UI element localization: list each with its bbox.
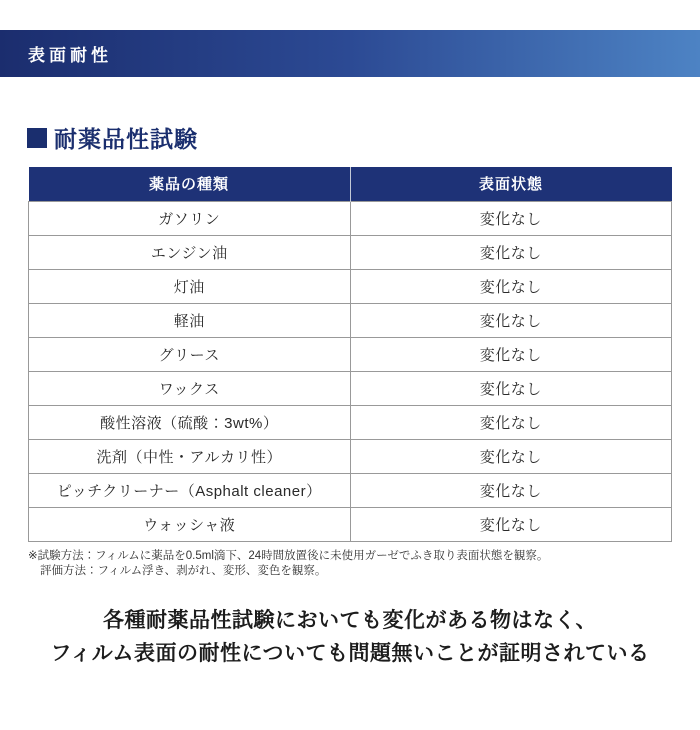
section-heading [27,121,700,154]
chemical-name-cell: グリース [29,337,351,371]
chemical-name-cell: 酸性溶液（硫酸：3wt%） [29,405,351,439]
surface-state-cell: 変化なし [350,439,672,473]
note-test-method: ※試験方法：フィルムに薬品を0.5ml滴下、24時間放置後に未使用ガーゼでふき取り表面状態を観察。 [28,549,549,562]
surface-state-cell: 変化なし [350,201,672,235]
surface-state-cell: 変化なし [350,473,672,507]
chemical-name-cell: 軽油 [29,303,351,337]
surface-state-cell: 変化なし [350,371,672,405]
table-row [29,235,672,269]
table-row [29,371,672,405]
banner-title: 表面耐性 [28,46,112,65]
note-evaluation-method: 評価方法：フィルム浮き、剥がれ、変形、変色を観察。 [40,564,327,577]
conclusion-line-1: 各種耐薬品性試験においても変化がある物はなく、 [102,608,598,632]
column-header-surface-state: 表面状態 [350,167,672,201]
conclusion-text [0,604,700,670]
table-row [29,201,672,235]
section-heading-label: 耐薬品性試験 [54,126,198,152]
table-row [29,269,672,303]
table-row [29,507,672,541]
table-row [29,303,672,337]
chemical-name-cell: ガソリン [29,201,351,235]
table-row [29,337,672,371]
table-row [29,473,672,507]
surface-state-cell: 変化なし [350,507,672,541]
table-body [29,201,672,541]
chemical-name-cell: ウォッシャ液 [29,507,351,541]
table-row [29,405,672,439]
chemical-name-cell: ピッチクリーナー（Asphalt cleaner） [29,473,351,507]
chemical-name-cell: ワックス [29,371,351,405]
conclusion-line-2: フィルム表面の耐性についても問題無いことが証明されている [50,641,650,665]
chemical-name-cell: エンジン油 [29,235,351,269]
table-row [29,439,672,473]
chemical-resistance-table [28,167,672,542]
surface-state-cell: 変化なし [350,303,672,337]
table-header [29,167,672,201]
column-header-chemical-type: 薬品の種類 [29,167,351,201]
chemical-name-cell: 洗剤（中性・アルカリ性） [29,439,351,473]
test-method-notes [28,549,700,579]
surface-state-cell: 変化なし [350,269,672,303]
surface-state-cell: 変化なし [350,235,672,269]
surface-state-cell: 変化なし [350,337,672,371]
page-header-banner [0,30,700,77]
square-bullet-icon [27,128,47,148]
chemical-name-cell: 灯油 [29,269,351,303]
surface-state-cell: 変化なし [350,405,672,439]
table-header-row [29,167,672,201]
